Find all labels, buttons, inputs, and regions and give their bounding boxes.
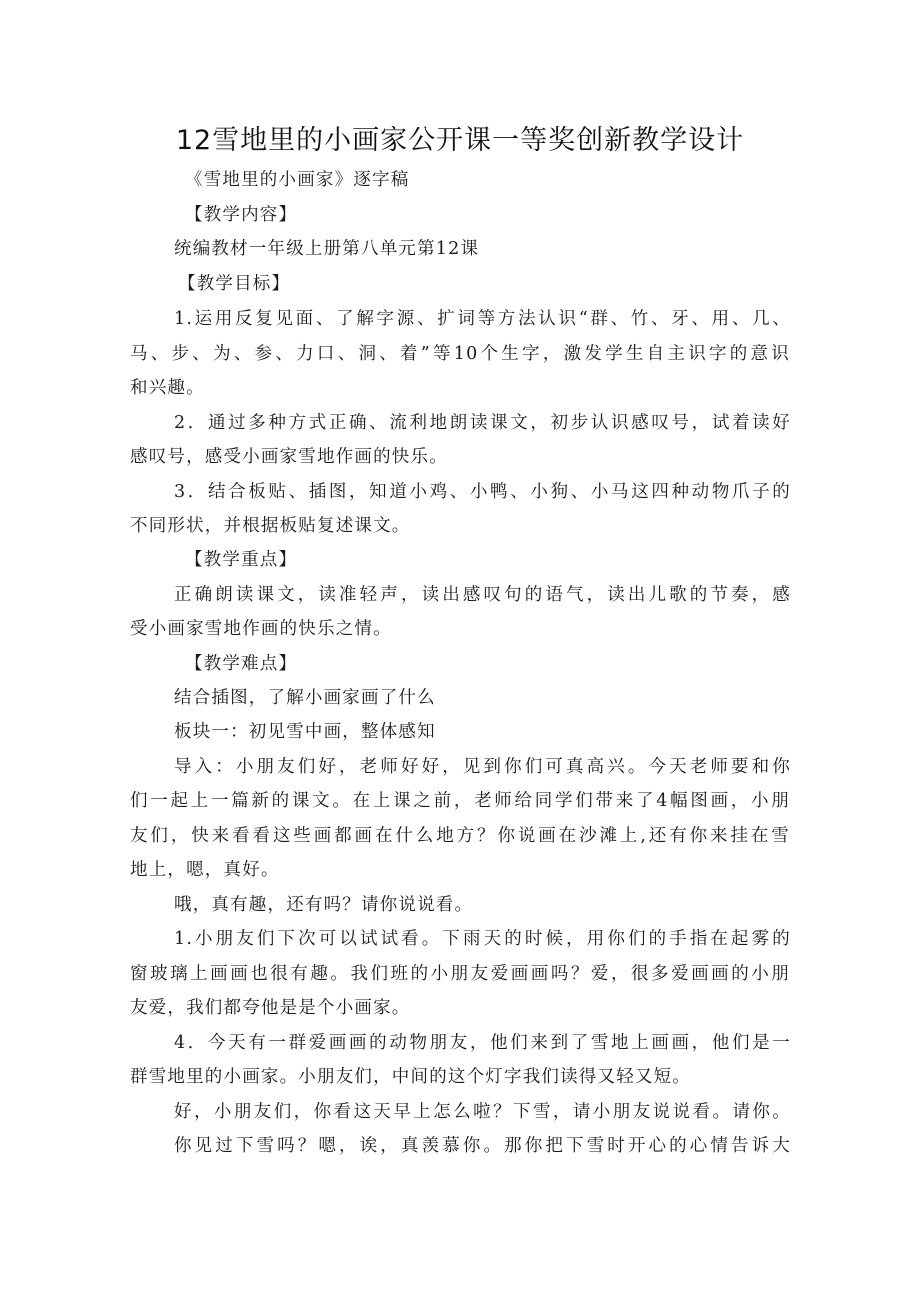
text-line: 1.小朋友们下次可以试试看。下雨天的时候，用你们的手指在起雾的 — [174, 929, 791, 949]
text-line: 正确朗读课文，读准轻声，读出感叹句的语气，读出儿歌的节奏，感 — [174, 585, 791, 605]
text-line: 导入：小朋友们好，老师好好，见到你们可真高兴。今天老师要和你 — [174, 757, 791, 777]
text-line: 你见过下雪吗？嗯，诶，真羡慕你。那你把下雪时开心的心情告诉大 — [174, 1136, 791, 1156]
document-title: 12雪地里的小画家公开课一等奖创新教学设计 — [175, 125, 745, 156]
text-line: 地上，嗯，真好。 — [130, 860, 280, 880]
text-line: 4．今天有一群爱画画的动物朋友，他们来到了雪地上画画，他们是一 — [174, 1033, 791, 1053]
text-line: 感叹号，感受小画家雪地作画的快乐。 — [130, 447, 448, 467]
text-line: 友爱，我们都夸他是是个小画家。 — [130, 998, 411, 1018]
text-line: 们一起上一篇新的课文。在上课之前，老师给同学们带来了4幅图画，小朋 — [130, 791, 790, 811]
section-heading-difficulties: 【教学难点】 — [185, 654, 298, 674]
text-line: 哦，真有趣，还有吗？请你说说看。 — [174, 895, 474, 915]
text-line: 结合插图，了解小画家画了什么 — [174, 688, 436, 708]
text-line: 统编教材一年级上册第八单元第12课 — [174, 239, 480, 259]
text-line: 马、步、为、参、力口、洞、着”等10个生字，激发学生自主识字的意识 — [130, 344, 790, 364]
text-line: 受小画家雪地作画的快乐之情。 — [130, 619, 392, 639]
subtitle-line: 《雪地里的小画家》逐字稿 — [185, 170, 410, 190]
text-line: 好，小朋友们，你看这天早上怎么啦？下雪，请小朋友说说看。请你。 — [174, 1102, 791, 1122]
text-line: 1.运用反复见面、了解字源、扩词等方法认识“群、竹、牙、用、几、 — [174, 309, 791, 329]
text-line: 窗玻璃上画画也很有趣。我们班的小朋友爱画画吗？爱，很多爱画画的小朋 — [130, 964, 790, 984]
text-line: 不同形状，并根据板贴复述课文。 — [130, 516, 411, 536]
text-line: 板块一：初见雪中画，整体感知 — [174, 722, 436, 742]
section-heading-objectives: 【教学目标】 — [178, 274, 291, 294]
section-heading-content: 【教学内容】 — [185, 205, 298, 225]
section-heading-key-points: 【教学重点】 — [185, 550, 298, 570]
text-line: 3．结合板贴、插图，知道小鸡、小鸭、小狗、小马这四种动物爪子的 — [174, 482, 791, 502]
text-line: 2．通过多种方式正确、流利地朗读课文，初步认识感叹号，试着读好 — [174, 413, 791, 433]
text-line: 群雪地里的小画家。小朋友们，中间的这个灯字我们读得又轻又短。 — [130, 1067, 691, 1087]
text-line: 和兴趣。 — [130, 378, 205, 398]
text-line: 友们，快来看看这些画都画在什么地方？你说画在沙滩上,还有你来挂在雪 — [130, 826, 790, 846]
